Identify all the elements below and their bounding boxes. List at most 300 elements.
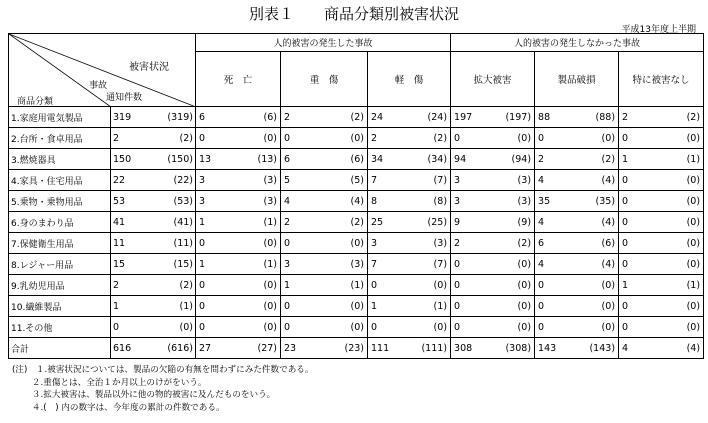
cumulative-value: (0) [601, 321, 616, 333]
cumulative-value: (2) [179, 132, 193, 144]
cumulative-number: 0 [354, 237, 361, 249]
count-value: 3 [454, 174, 461, 186]
count-value: 35 [538, 195, 551, 207]
cumulative-number: 0 [605, 300, 612, 312]
count-value: 0 [199, 279, 206, 291]
cumulative-number: 88 [599, 111, 612, 123]
cumulative-number: 0 [267, 132, 274, 144]
cumulative-number: 8 [437, 195, 444, 207]
cumulative-value: (4) [601, 216, 616, 228]
cumulative-value: (0) [686, 300, 701, 312]
cumulative-value: (0) [686, 195, 701, 207]
count-value: 6 [199, 111, 206, 123]
count-value: 3 [371, 237, 378, 249]
value-cell [281, 128, 368, 149]
cumulative-value: (0) [350, 300, 364, 312]
cumulative-number: 2 [690, 111, 697, 123]
cumulative-value: (1) [686, 279, 701, 291]
cumulative-number: 3 [521, 195, 528, 207]
cumulative-value: (2) [601, 153, 616, 165]
cumulative-value: (3) [350, 258, 364, 270]
count-value: 0 [622, 195, 629, 207]
cumulative-value: (3) [517, 174, 532, 186]
value-cell [535, 296, 619, 317]
cumulative-value: (88) [595, 111, 616, 123]
value-cell [196, 296, 281, 317]
value-cell [619, 233, 704, 254]
value-cell [535, 191, 619, 212]
count-value: 23 [284, 342, 297, 354]
cumulative-value: (0) [686, 216, 701, 228]
count-value: 111 [371, 342, 390, 354]
cumulative-value: (2) [350, 216, 364, 228]
table-row [9, 212, 704, 233]
cumulative-value: (0) [517, 300, 532, 312]
count-value: 4 [538, 174, 545, 186]
notes [12, 364, 313, 414]
cumulative-value: (0) [263, 279, 277, 291]
table-row [9, 233, 704, 254]
count-value: 15 [113, 258, 126, 270]
cumulative-number: 4 [605, 258, 612, 270]
cumulative-number: 319 [171, 111, 190, 123]
damage-table [8, 33, 704, 359]
cumulative-value: (11) [173, 237, 193, 249]
column-header: 拡大被害 [451, 52, 535, 107]
cumulative-value: (34) [427, 153, 448, 165]
note-item: １.被害状況については、製品の欠陥の有無を問わずにみた件数である。 [35, 365, 314, 375]
value-cell [451, 338, 535, 359]
value-cell [535, 149, 619, 170]
cumulative-value: (41) [173, 216, 193, 228]
count-value: 8 [371, 195, 378, 207]
cumulative-value: (0) [517, 132, 532, 144]
value-cell [368, 296, 451, 317]
cumulative-value: (8) [433, 195, 448, 207]
cumulative-number: 1 [183, 300, 190, 312]
cumulative-value: (111) [421, 342, 448, 354]
cumulative-value: (0) [686, 237, 701, 249]
note-item: ４.( ) 内の数字は、今年度の累計の件数である。 [31, 402, 225, 413]
cumulative-number: 1 [690, 279, 697, 291]
cumulative-number: 2 [354, 111, 361, 123]
row-label: 8.レジャー用品 [9, 254, 111, 275]
count-value: 11 [113, 237, 126, 249]
value-cell [368, 254, 451, 275]
count-value: 0 [454, 321, 461, 333]
corner-accident-label: 事故 [89, 81, 108, 91]
value-cell [619, 149, 704, 170]
value-cell [535, 170, 619, 191]
count-value: 0 [538, 279, 545, 291]
notice-count-cell [111, 275, 196, 296]
value-cell [281, 233, 368, 254]
count-value: 5 [284, 174, 291, 186]
count-value: 0 [284, 321, 291, 333]
cumulative-number: 0 [521, 279, 528, 291]
note-item: ２.重傷とは、全治１か月以上のけがをいう。 [31, 377, 207, 388]
cumulative-number: 6 [605, 237, 612, 249]
value-cell [281, 107, 368, 128]
cumulative-value: (4) [686, 342, 701, 354]
notes-prefix: (注) [12, 365, 28, 375]
count-value: 0 [454, 258, 461, 270]
cumulative-number: 0 [605, 321, 612, 333]
cumulative-number: 1 [267, 258, 274, 270]
count-value: 25 [371, 216, 384, 228]
value-cell [281, 338, 368, 359]
cumulative-value: (0) [601, 300, 616, 312]
column-header: 製品破損 [535, 52, 619, 107]
cumulative-number: 0 [354, 321, 361, 333]
count-value: 0 [622, 258, 629, 270]
cumulative-number: 35 [599, 195, 612, 207]
cumulative-number: 22 [177, 174, 190, 186]
count-value: 1 [113, 300, 120, 312]
count-value: 3 [284, 258, 291, 270]
count-value: 0 [538, 300, 545, 312]
count-value: 0 [199, 300, 206, 312]
table-row [9, 107, 704, 128]
value-cell [451, 149, 535, 170]
cumulative-number: 4 [690, 342, 697, 354]
count-value: 3 [454, 195, 461, 207]
cumulative-number: 1 [437, 300, 444, 312]
count-value: 0 [199, 132, 206, 144]
cumulative-number: 3 [354, 258, 361, 270]
corner-status-label: 被害状況 [129, 62, 169, 73]
value-cell [281, 254, 368, 275]
cumulative-number: 0 [690, 237, 697, 249]
cumulative-value: (7) [433, 174, 448, 186]
cumulative-value: (23) [344, 342, 364, 354]
count-value: 0 [622, 174, 629, 186]
cumulative-value: (6) [601, 237, 616, 249]
notice-count-cell [111, 149, 196, 170]
column-header: 特に被害なし [619, 52, 704, 107]
table-row [9, 170, 704, 191]
cumulative-number: 0 [690, 321, 697, 333]
count-value: 0 [284, 300, 291, 312]
cumulative-value: (2) [179, 279, 193, 291]
count-value: 0 [538, 132, 545, 144]
cumulative-value: (35) [595, 195, 616, 207]
cumulative-number: 7 [437, 174, 444, 186]
count-value: 319 [113, 111, 132, 123]
count-value: 1 [284, 279, 291, 291]
cumulative-value: (1) [179, 300, 193, 312]
value-cell [619, 275, 704, 296]
table-row [9, 254, 704, 275]
cumulative-number: 0 [521, 132, 528, 144]
value-cell [535, 212, 619, 233]
value-cell [451, 107, 535, 128]
cumulative-value: (197) [505, 111, 532, 123]
cumulative-number: 41 [177, 216, 190, 228]
cumulative-number: 0 [605, 279, 612, 291]
cumulative-number: 1 [690, 153, 697, 165]
cumulative-value: (1) [433, 300, 448, 312]
cumulative-value: (4) [601, 258, 616, 270]
count-value: 34 [371, 153, 384, 165]
value-cell [535, 254, 619, 275]
count-value: 0 [622, 216, 629, 228]
value-cell [368, 317, 451, 338]
cumulative-number: 0 [437, 321, 444, 333]
notice-count-cell [111, 338, 196, 359]
value-cell [451, 191, 535, 212]
cumulative-value: (0) [263, 321, 277, 333]
count-value: 0 [284, 237, 291, 249]
cumulative-value: (27) [257, 342, 277, 354]
cumulative-number: 0 [267, 321, 274, 333]
count-value: 0 [622, 300, 629, 312]
group-without-harm: 人的被害の発生しなかった事故 [451, 34, 704, 52]
row-label: 合計 [9, 338, 111, 359]
cumulative-number: 0 [690, 258, 697, 270]
cumulative-number: 0 [267, 237, 274, 249]
count-value: 0 [454, 279, 461, 291]
row-label: 11.その他 [9, 317, 111, 338]
cumulative-number: 9 [521, 216, 528, 228]
cumulative-number: 2 [354, 216, 361, 228]
table-row [9, 275, 704, 296]
value-cell [535, 338, 619, 359]
cumulative-number: 3 [437, 237, 444, 249]
count-value: 13 [199, 153, 212, 165]
cumulative-number: 0 [354, 132, 361, 144]
cumulative-number: 4 [605, 174, 612, 186]
value-cell [619, 296, 704, 317]
cumulative-number: 150 [171, 153, 190, 165]
value-cell [196, 170, 281, 191]
cumulative-number: 94 [515, 153, 528, 165]
page-title: 別表１ 商品分類別被害状況 [248, 5, 459, 23]
count-value: 0 [199, 321, 206, 333]
count-value: 0 [622, 132, 629, 144]
value-cell [451, 212, 535, 233]
cumulative-number: 0 [521, 321, 528, 333]
cumulative-value: (25) [427, 216, 448, 228]
cumulative-value: (0) [179, 321, 193, 333]
cumulative-value: (53) [173, 195, 193, 207]
cumulative-number: 0 [354, 300, 361, 312]
value-cell [368, 128, 451, 149]
value-cell [368, 338, 451, 359]
group-with-harm: 人的被害の発生した事故 [196, 34, 451, 52]
cumulative-value: (2) [686, 111, 701, 123]
count-value: 1 [199, 216, 206, 228]
cumulative-number: 0 [690, 300, 697, 312]
table-row [9, 191, 704, 212]
cumulative-value: (319) [167, 111, 193, 123]
period-label: 平成13年度上半期 [621, 25, 696, 35]
cumulative-value: (0) [686, 132, 701, 144]
count-value: 6 [538, 237, 545, 249]
cumulative-number: 4 [605, 216, 612, 228]
cumulative-number: 3 [267, 174, 274, 186]
cumulative-value: (9) [517, 216, 532, 228]
value-cell [535, 107, 619, 128]
value-cell [619, 338, 704, 359]
count-value: 2 [284, 111, 291, 123]
cumulative-number: 1 [354, 279, 361, 291]
count-value: 0 [371, 279, 378, 291]
value-cell [281, 296, 368, 317]
cumulative-number: 0 [521, 258, 528, 270]
count-value: 150 [113, 153, 132, 165]
value-cell [619, 254, 704, 275]
cumulative-value: (0) [517, 279, 532, 291]
cumulative-value: (0) [686, 174, 701, 186]
count-value: 27 [199, 342, 212, 354]
cumulative-number: 0 [437, 279, 444, 291]
value-cell [619, 212, 704, 233]
cumulative-number: 3 [267, 195, 274, 207]
cumulative-value: (3) [517, 195, 532, 207]
cumulative-number: 308 [509, 342, 528, 354]
cumulative-number: 0 [521, 300, 528, 312]
cumulative-number: 23 [348, 342, 361, 354]
notice-count-cell [111, 128, 196, 149]
cumulative-number: 143 [593, 342, 612, 354]
value-cell [368, 107, 451, 128]
notice-count-cell [111, 254, 196, 275]
count-value: 24 [371, 111, 384, 123]
cumulative-number: 4 [354, 195, 361, 207]
row-label: 1.家庭用電気製品 [9, 107, 111, 128]
cumulative-number: 1 [267, 216, 274, 228]
value-cell [368, 212, 451, 233]
cumulative-number: 5 [354, 174, 361, 186]
cumulative-number: 34 [431, 153, 444, 165]
cumulative-value: (24) [427, 111, 448, 123]
count-value: 2 [454, 237, 461, 249]
count-value: 0 [284, 132, 291, 144]
cumulative-value: (0) [686, 321, 701, 333]
count-value: 1 [622, 279, 629, 291]
value-cell [368, 275, 451, 296]
notice-count-cell [111, 107, 196, 128]
count-value: 2 [113, 279, 120, 291]
count-value: 0 [113, 321, 120, 333]
row-label: 4.家具・住宅用品 [9, 170, 111, 191]
value-cell [196, 107, 281, 128]
column-header: 重 傷 [281, 52, 368, 107]
value-cell [196, 254, 281, 275]
notice-count-cell [111, 233, 196, 254]
count-value: 41 [113, 216, 126, 228]
cumulative-value: (0) [601, 132, 616, 144]
cumulative-number: 0 [690, 174, 697, 186]
cumulative-number: 0 [690, 132, 697, 144]
cumulative-value: (0) [686, 258, 701, 270]
value-cell [196, 212, 281, 233]
cumulative-value: (2) [433, 132, 448, 144]
cumulative-value: (4) [601, 174, 616, 186]
cumulative-number: 24 [431, 111, 444, 123]
cumulative-number: 0 [183, 321, 190, 333]
notice-count-cell [111, 296, 196, 317]
count-value: 7 [371, 174, 378, 186]
value-cell [196, 275, 281, 296]
cumulative-number: 2 [521, 237, 528, 249]
count-value: 9 [454, 216, 461, 228]
row-label: 6.身のまわり品 [9, 212, 111, 233]
value-cell [281, 170, 368, 191]
table-row [9, 296, 704, 317]
value-cell [281, 275, 368, 296]
value-cell [281, 317, 368, 338]
value-cell [451, 128, 535, 149]
value-cell [535, 275, 619, 296]
count-value: 1 [199, 258, 206, 270]
cumulative-value: (0) [433, 321, 448, 333]
value-cell [451, 254, 535, 275]
cumulative-value: (1) [350, 279, 364, 291]
count-value: 197 [454, 111, 473, 123]
count-value: 88 [538, 111, 551, 123]
count-value: 2 [371, 132, 378, 144]
cumulative-number: 27 [261, 342, 274, 354]
cumulative-value: (1) [263, 258, 277, 270]
value-cell [368, 233, 451, 254]
notice-count-cell [111, 170, 196, 191]
notice-count-cell [111, 212, 196, 233]
count-value: 4 [538, 258, 545, 270]
count-value: 0 [622, 237, 629, 249]
value-cell [196, 317, 281, 338]
value-cell [619, 317, 704, 338]
cumulative-value: (0) [433, 279, 448, 291]
cumulative-value: (2) [350, 111, 364, 123]
count-value: 4 [622, 342, 629, 354]
cumulative-number: 0 [690, 216, 697, 228]
cumulative-value: (15) [173, 258, 193, 270]
cumulative-value: (1) [686, 153, 701, 165]
cumulative-number: 0 [690, 195, 697, 207]
cumulative-value: (13) [257, 153, 277, 165]
cumulative-value: (143) [589, 342, 616, 354]
cumulative-number: 13 [261, 153, 274, 165]
value-cell [451, 296, 535, 317]
column-header: 軽 傷 [368, 52, 451, 107]
cumulative-value: (3) [433, 237, 448, 249]
count-value: 0 [454, 300, 461, 312]
count-value: 4 [284, 195, 291, 207]
cumulative-number: 0 [267, 279, 274, 291]
value-cell [196, 149, 281, 170]
cumulative-value: (0) [350, 132, 364, 144]
count-value: 22 [113, 174, 126, 186]
row-label: 2.台所・食卓用品 [9, 128, 111, 149]
cumulative-value: (0) [517, 258, 532, 270]
value-cell [451, 233, 535, 254]
cumulative-number: 2 [437, 132, 444, 144]
count-value: 4 [538, 216, 545, 228]
cumulative-value: (0) [263, 300, 277, 312]
count-value: 3 [199, 195, 206, 207]
table-row [9, 128, 704, 149]
value-cell [619, 170, 704, 191]
count-value: 0 [454, 132, 461, 144]
cumulative-value: (3) [263, 195, 277, 207]
value-cell [619, 191, 704, 212]
total-row [9, 338, 704, 359]
value-cell [451, 170, 535, 191]
cumulative-number: 111 [425, 342, 444, 354]
value-cell [368, 149, 451, 170]
